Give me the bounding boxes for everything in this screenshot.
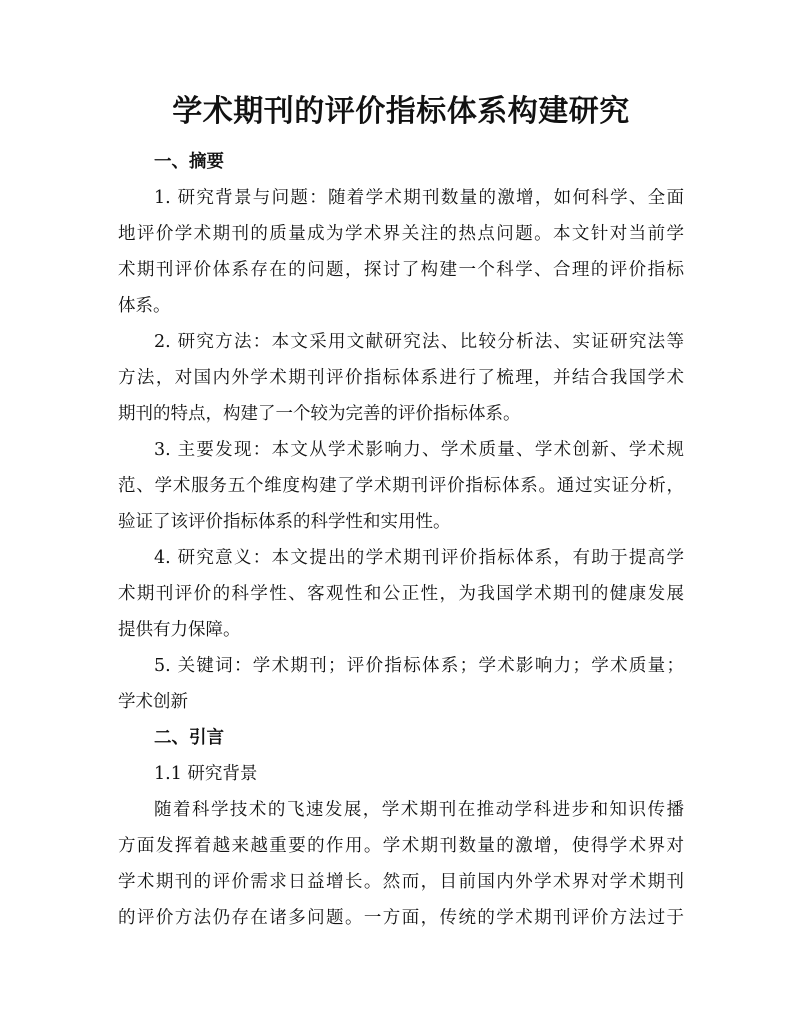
text-line: 提供有力保障。 bbox=[118, 620, 241, 640]
text-line: 1. 研究背景与问题：随着学术期刊数量的激增，如何科学、全面 bbox=[154, 188, 684, 208]
text-line: 4. 研究意义：本文提出的学术期刊评价指标体系，有助于提高学 bbox=[154, 548, 684, 568]
text-line: 的评价方法仍存在诸多问题。一方面，传统的学术期刊评价方法过于 bbox=[118, 908, 684, 928]
text-line: 2. 研究方法：本文采用文献研究法、比较分析法、实证研究法等 bbox=[154, 332, 684, 352]
text-line: 学术期刊的评价需求日益增长。然而，目前国内外学术界对学术期刊 bbox=[118, 872, 684, 892]
text-line: 方面发挥着越来越重要的作用。学术期刊数量的激增，使得学术界对 bbox=[118, 836, 684, 856]
subsection-heading-background: 1.1 研究背景 bbox=[154, 764, 258, 784]
section-heading-introduction: 二、引言 bbox=[154, 728, 224, 748]
abstract-paragraph-1 bbox=[118, 180, 684, 324]
text-line: 随着科学技术的飞速发展，学术期刊在推动学科进步和知识传播 bbox=[154, 800, 684, 820]
abstract-paragraph-3 bbox=[118, 432, 684, 540]
text-line: 验证了该评价指标体系的科学性和实用性。 bbox=[118, 512, 451, 532]
text-line: 方法，对国内外学术期刊评价指标体系进行了梳理，并结合我国学术 bbox=[118, 368, 684, 388]
abstract-paragraph-5 bbox=[118, 648, 684, 720]
introduction-paragraph-1 bbox=[118, 792, 684, 936]
text-line: 体系。 bbox=[118, 296, 171, 316]
text-line: 术期刊评价体系存在的问题，探讨了构建一个科学、合理的评价指标 bbox=[118, 260, 684, 280]
section-heading-abstract: 一、摘要 bbox=[154, 152, 224, 172]
abstract-paragraph-4 bbox=[118, 540, 684, 648]
text-line: 地评价学术期刊的质量成为学术界关注的热点问题。本文针对当前学 bbox=[118, 224, 684, 244]
document-body bbox=[118, 144, 684, 936]
document-title: 学术期刊的评价指标体系构建研究 bbox=[172, 94, 630, 129]
abstract-paragraph-2 bbox=[118, 324, 684, 432]
text-line: 5. 关键词：学术期刊；评价指标体系；学术影响力；学术质量； bbox=[154, 656, 684, 676]
text-line: 期刊的特点，构建了一个较为完善的评价指标体系。 bbox=[118, 404, 521, 424]
document-page bbox=[118, 0, 684, 1035]
text-line: 学术创新 bbox=[118, 692, 188, 712]
text-line: 范、学术服务五个维度构建了学术期刊评价指标体系。通过实证分析， bbox=[118, 476, 684, 496]
text-line: 术期刊评价的科学性、客观性和公正性，为我国学术期刊的健康发展 bbox=[118, 584, 684, 604]
text-line: 3. 主要发现：本文从学术影响力、学术质量、学术创新、学术规 bbox=[154, 440, 684, 460]
